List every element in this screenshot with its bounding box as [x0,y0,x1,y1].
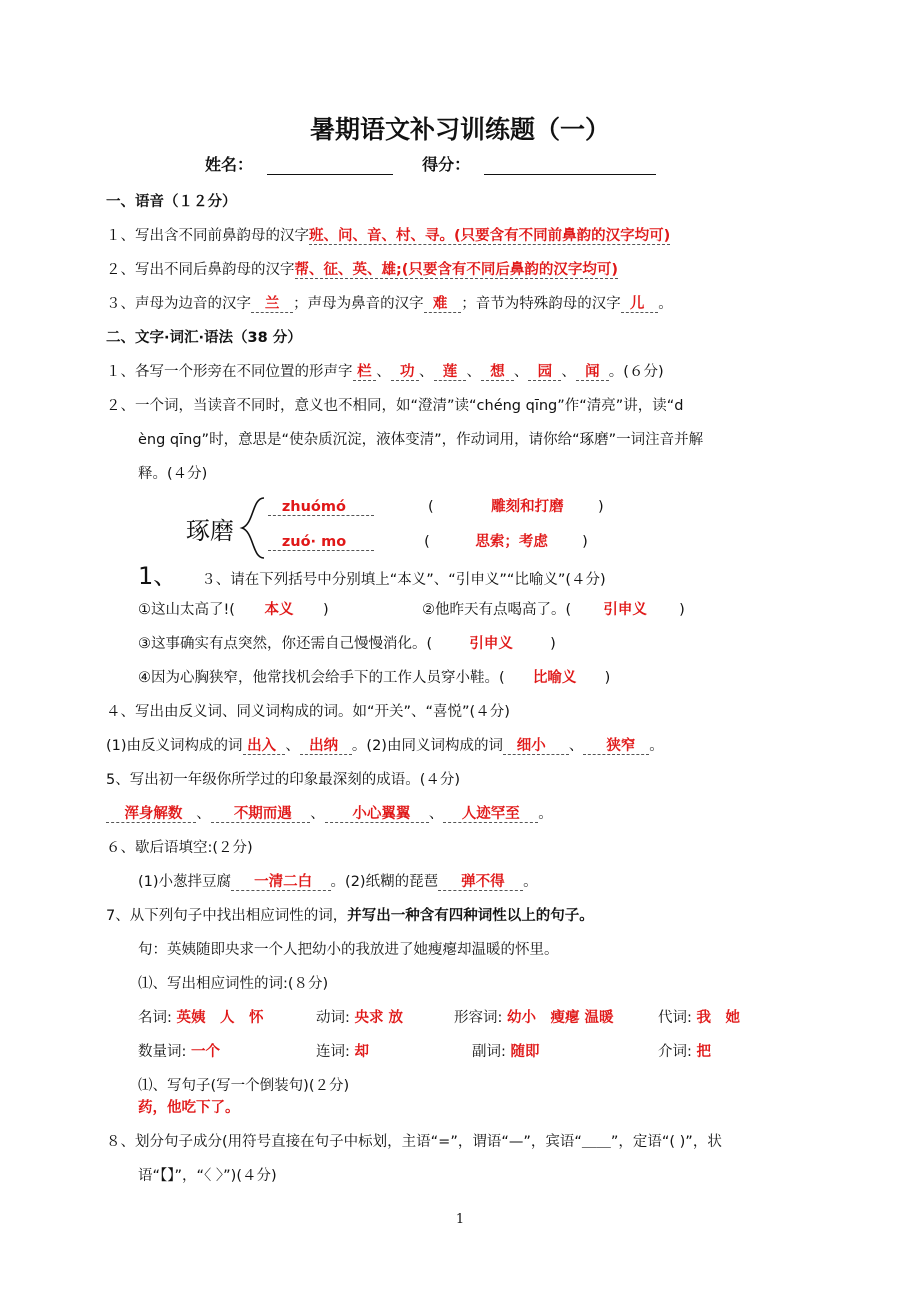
pos-conj-label: 连词: [316,1044,350,1060]
rparen: ) [322,602,329,618]
name-blank[interactable] [267,158,393,175]
s2-q4-answers: (1)由反义词构成的词 出入 、 出纳 。(2)由同义词构成的词 细小 、 狭窄 。 [106,738,664,754]
q3-a1: 本义 [264,602,294,618]
q4-a1: 出入 [247,738,277,754]
zhuomo-row1: zhuómó ( 雕刻和打磨 ) [268,497,604,517]
q6-a: (1)小葱拌豆腐 [138,874,232,890]
s2-q8-line2: 语“【】”，“〈 〉”)(４分) [138,1168,277,1184]
q5-answer: 不期而遇 [233,806,292,822]
pos-adj-answer: 幼小 瘦瘪 温暖 [507,1010,614,1026]
s2-q3-row1 [138,600,329,620]
name-label: 姓名： [205,155,254,174]
q4-b2: 狭窄 [606,738,636,754]
page-number: 1 [455,1212,465,1227]
q3-a2: 引申义 [603,602,647,618]
q4-b: 。(2)由同义词构成的词 [351,738,503,754]
pos-verb [316,1008,403,1028]
s2-q1-answer: 闻 [585,364,600,380]
s2-q4: ４、写出由反义词、同义词构成的词。如“开关”、“喜悦”(４分) [106,704,510,720]
rparen: ) [582,534,588,550]
rparen: ) [597,499,604,515]
q7-sub1: ⑴、写出相应词性的词:(８分) [138,976,329,992]
q3-s2: ②他昨天有点喝高了。( [422,602,572,618]
zhuomo-word: 琢磨 [186,517,234,545]
s1-q3-answer-a: 兰 [264,296,280,312]
q6-b-answer: 弹不得 [461,874,505,890]
mean2: 思索；考虑 [475,534,548,550]
q5-answer: 小心翼翼 [352,806,411,822]
zhuomo-row2: zuó· mo ( 思索；考虑 ) [268,532,588,552]
pos-noun-answer: 英姨 人 怀 [176,1010,264,1026]
s1-q3-answer-b: 难 [432,296,448,312]
pos-noun-label: 名词: [138,1010,172,1026]
q4-a: (1)由反义词构成的词 [106,738,243,754]
s2-q1-answer: 想 [490,364,505,380]
s2-q3-row1b [422,600,685,620]
pos-pron-answer: 我 她 [696,1010,740,1026]
s2-q1: １、各写一个形旁在不同位置的形声字 栏 、 功 、 莲 、 想 、 园 、 闻 。(６分) [106,364,664,380]
s1-q3-text-c: ；音节为特殊韵母的汉字 [461,296,621,312]
pos-prep [658,1042,711,1062]
s1-q3-answer-c: 儿 [629,296,645,312]
pron2: zuó· mo [281,534,347,550]
s2-q7 [106,906,594,926]
q3-s4: ④因为心胸狭窄，他常找机会给手下的工作人员穿小鞋。( [138,670,505,686]
rparen: ) [604,670,611,686]
s2-q6: ６、歇后语填空:(２分) [106,840,253,856]
pos-adj-label: 形容词: [454,1010,503,1026]
q4-b1: 细小 [516,738,546,754]
pos-conj [316,1042,369,1062]
s2-q3-row2 [138,634,556,654]
s2-q1-answer: 莲 [442,364,458,380]
q3-a4: 比喻义 [532,670,577,686]
s1-q1 [106,226,670,246]
s2-q2-line2: èng qīng”时，意思是“使杂质沉淀，液体变清”，作动词用，请你给“琢磨”一词注音并解 [138,432,704,448]
name-row [205,155,656,175]
q7-text: 7、从下列句子中找出相应词性的词， [106,908,348,924]
s2-q5: 5、写出初一年级你所学过的印象最深刻的成语。(４分) [106,772,461,788]
pos-pron-label: 代词: [658,1010,692,1026]
q7-sub2: ⑴、写句子(写一个倒装句)(２分) [138,1078,350,1094]
score-label: 得分： [422,155,471,174]
s1-q3-text-b: ；声母为鼻音的汉字 [293,296,424,312]
pos-conj-answer: 却 [354,1044,369,1060]
q3-s3: ③这事确实有点突然，你还需自己慢慢消化。( [138,636,433,652]
s1-q2-answer: 帮、征、英、雄;(只要含有不同后鼻韵的汉字均可) [294,262,619,278]
s2-q3-row3 [138,668,610,688]
q6-a-answer: 一清二白 [254,874,313,890]
pron1: zhuómó [281,499,346,515]
s2-q1-text: １、各写一个形旁在不同位置的形声字 [106,364,353,380]
mean1: 雕刻和打磨 [491,499,564,515]
rparen: ) [550,636,556,652]
s2-q2-line3: 释。(４分) [138,466,208,482]
pos-adv [472,1042,540,1062]
s2-q8-line1: ８、划分句子成分(用符号直接在句子中标划，主语“=”，谓语“—”，宾语“＿＿”，定语“( )”，状 [106,1134,722,1150]
s1-q1-text: １、写出含不同前鼻韵母的汉字 [106,228,309,244]
q7-bold: 并写出一种含有四种词性以上的句子。 [347,908,594,924]
pos-verb-answer: 央求 放 [354,1010,404,1026]
section1-heading: 一、语音（１２分） [106,194,237,210]
s1-q2 [106,260,618,280]
s2-q2-line1: ２、一个词，当读音不同时，意义也不相同，如“澄清”读“chéng qīng”作“清亮”讲，读“d [106,398,684,414]
s2-q1-suffix: 。(６分) [608,364,664,380]
s1-q3-text-a: ３、声母为边音的汉字 [106,296,251,312]
q5-answer: 人迹罕至 [461,806,520,822]
pos-adv-answer: 随即 [510,1044,540,1060]
pos-adj [454,1008,614,1028]
score-blank[interactable] [484,158,656,175]
q7-sentence: 句：英姨随即央求一个人把幼小的我放进了她瘦瘪却温暖的怀里。 [138,942,559,958]
s2-q1-answer: 功 [399,364,415,380]
s2-q3-text: ３、请在下列括号中分别填上“本义”、“引申义”“比喻义”(４分) [201,572,606,588]
s2-q5-answers: 浑身解数 、 不期而遇 、 小心翼翼 、 人迹罕至 。 [106,804,553,824]
pos-num [138,1042,220,1062]
brace-icon [238,496,268,560]
pos-pron [658,1008,740,1028]
page-title: 暑期语文补习训练题（一） [309,115,610,144]
q3-a3: 引申义 [469,636,513,652]
q7-sub2-answer: 药，他吃下了。 [138,1100,240,1116]
s1-q1-answer: 班、问、音、村、寻。(只要含有不同前鼻韵的汉字均可) [309,228,671,244]
pos-num-label: 数量词: [138,1044,187,1060]
s2-q6-answers: (1)小葱拌豆腐 一清二白 。(2)纸糊的琵琶 弹不得 。 [138,874,538,890]
s1-q3 [106,294,673,314]
rparen: ) [679,602,685,618]
pos-prep-label: 介词: [658,1044,692,1060]
s2-q1-answer: 园 [537,364,553,380]
q6-b: 。(2)纸糊的琵琶 [330,874,439,890]
q5-answer: 浑身解数 [124,806,183,822]
s1-q3-end: 。 [658,296,673,312]
q4-a2: 出纳 [309,738,339,754]
s1-q2-text: ２、写出不同后鼻韵母的汉字 [106,262,295,278]
s2-q1-answer: 栏 [357,364,372,380]
q3-s1: ①这山太高了!( [138,602,235,618]
s2-q3 [138,562,606,590]
pos-num-answer: 一个 [191,1044,220,1060]
pos-prep-answer: 把 [696,1044,711,1060]
pos-adv-label: 副词: [472,1044,506,1060]
s2-q3-num: 1、 [138,562,178,590]
pos-noun [138,1008,264,1028]
section2-heading: 二、文字·词汇·语法（38 分） [106,330,302,346]
pos-verb-label: 动词: [316,1010,350,1026]
